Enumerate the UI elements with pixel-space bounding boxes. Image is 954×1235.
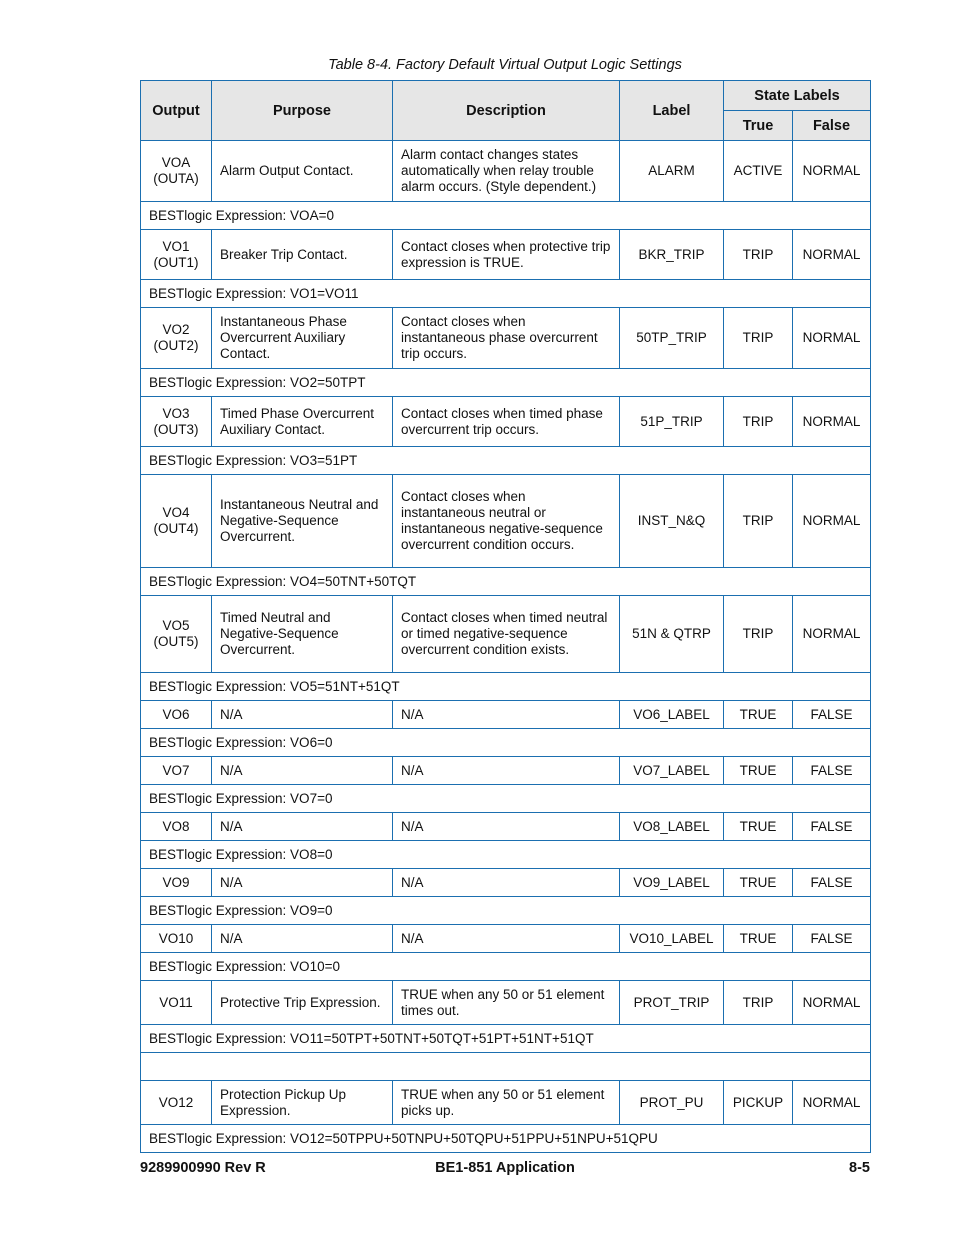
output-name: VO3 [162, 405, 190, 421]
output-cell: VO6 [141, 701, 212, 729]
table-row [141, 397, 871, 447]
expression-row [141, 568, 871, 596]
blank-row [141, 1053, 871, 1081]
header-label: Label [620, 81, 724, 141]
false-cell: NORMAL [793, 397, 871, 447]
page-footer [140, 1160, 870, 1180]
expression-row [141, 785, 871, 813]
output-cell: VO11 [141, 981, 212, 1025]
purpose-cell: Protection Pickup Up Expression. [212, 1081, 393, 1125]
output-cell [141, 230, 212, 280]
label-cell: BKR_TRIP [620, 230, 724, 280]
true-cell: TRIP [724, 230, 793, 280]
output-cell: VO10 [141, 925, 212, 953]
expression-row [141, 897, 871, 925]
purpose-cell: Timed Neutral and Negative-Sequence Overcurrent. [212, 596, 393, 673]
purpose-cell: N/A [212, 757, 393, 785]
output-cell: VO9 [141, 869, 212, 897]
true-cell: TRUE [724, 925, 793, 953]
true-cell: TRUE [724, 869, 793, 897]
output-contact: (OUT3) [153, 421, 199, 437]
label-cell: VO9_LABEL [620, 869, 724, 897]
expression-cell: BESTlogic Expression: VO10=0 [141, 953, 871, 981]
description-cell: Contact closes when timed neutral or timed negative-sequence overcurrent condition exists. [393, 596, 620, 673]
header-purpose: Purpose [212, 81, 393, 141]
true-cell: ACTIVE [724, 141, 793, 202]
true-cell: TRIP [724, 397, 793, 447]
output-cell [141, 596, 212, 673]
table-caption: Table 8-4. Factory Default Virtual Output Logic Settings [328, 57, 682, 73]
table-row [141, 925, 871, 953]
description-cell: N/A [393, 925, 620, 953]
output-name: VOA [161, 155, 191, 170]
true-cell: TRIP [724, 475, 793, 568]
expression-cell: BESTlogic Expression: VO9=0 [141, 897, 871, 925]
table-row [141, 869, 871, 897]
expression-cell: BESTlogic Expression: VO1=VO11 [141, 280, 871, 308]
purpose-cell: N/A [212, 813, 393, 841]
expression-row [141, 280, 871, 308]
table-row [141, 701, 871, 729]
label-cell: 51N & QTRP [620, 596, 724, 673]
table-row [141, 141, 871, 202]
purpose-cell: N/A [212, 701, 393, 729]
output-contact: (OUT4) [153, 521, 199, 536]
expression-row [141, 1125, 871, 1153]
virtual-output-table [140, 80, 871, 1153]
output-contact: (OUT1) [153, 254, 199, 270]
true-cell: TRIP [724, 308, 793, 369]
blank-cell [141, 1053, 871, 1081]
expression-cell: BESTlogic Expression: VOA=0 [141, 202, 871, 230]
false-cell: FALSE [793, 701, 871, 729]
output-name: VO4 [162, 505, 190, 520]
expression-cell: BESTlogic Expression: VO6=0 [141, 729, 871, 757]
table-row [141, 757, 871, 785]
table-row [141, 1081, 871, 1125]
output-name: VO1 [162, 238, 190, 254]
false-cell: NORMAL [793, 1081, 871, 1125]
description-cell: TRUE when any 50 or 51 element picks up. [393, 1081, 620, 1125]
expression-row [141, 841, 871, 869]
label-cell: VO8_LABEL [620, 813, 724, 841]
description-cell: Contact closes when instantaneous neutral or instantaneous negative-sequence overcurrent condition occurs. [393, 475, 620, 568]
purpose-cell: Timed Phase Overcurrent Auxiliary Contact. [212, 397, 393, 447]
label-cell: INST_N&Q [620, 475, 724, 568]
true-cell: TRIP [724, 981, 793, 1025]
header-false: False [793, 111, 871, 141]
output-cell [141, 308, 212, 369]
true-cell: TRUE [724, 701, 793, 729]
label-cell: ALARM [620, 141, 724, 202]
expression-row [141, 673, 871, 701]
output-cell: VO12 [141, 1081, 212, 1125]
output-cell: VO8 [141, 813, 212, 841]
description-cell: N/A [393, 757, 620, 785]
header-output: Output [141, 81, 212, 141]
expression-cell: BESTlogic Expression: VO4=50TNT+50TQT [141, 568, 871, 596]
footer-doc-number: 9289900990 Rev R [140, 1160, 266, 1176]
purpose-cell: Instantaneous Phase Overcurrent Auxiliary Contact. [212, 308, 393, 369]
footer-title: BE1-851 Application [435, 1160, 575, 1176]
expression-row [141, 1025, 871, 1053]
description-cell: Contact closes when protective trip expression is TRUE. [393, 230, 620, 280]
table-row [141, 981, 871, 1025]
false-cell: NORMAL [793, 230, 871, 280]
expression-cell: BESTlogic Expression: VO2=50TPT [141, 369, 871, 397]
label-cell: VO6_LABEL [620, 701, 724, 729]
output-name: VO2 [162, 322, 190, 337]
description-cell: N/A [393, 869, 620, 897]
output-cell [141, 141, 212, 202]
expression-row [141, 369, 871, 397]
header-true: True [724, 111, 793, 141]
false-cell: FALSE [793, 869, 871, 897]
table-row [141, 308, 871, 369]
true-cell: TRUE [724, 813, 793, 841]
label-cell: VO7_LABEL [620, 757, 724, 785]
output-contact: (OUTA) [153, 171, 199, 186]
output-cell [141, 475, 212, 568]
description-cell: TRUE when any 50 or 51 element times out. [393, 981, 620, 1025]
true-cell: TRIP [724, 596, 793, 673]
description-cell: N/A [393, 813, 620, 841]
false-cell: NORMAL [793, 308, 871, 369]
false-cell: NORMAL [793, 981, 871, 1025]
purpose-cell: N/A [212, 925, 393, 953]
expression-cell: BESTlogic Expression: VO8=0 [141, 841, 871, 869]
output-cell: VO7 [141, 757, 212, 785]
label-cell: PROT_TRIP [620, 981, 724, 1025]
description-cell: Contact closes when instantaneous phase overcurrent trip occurs. [393, 308, 620, 369]
false-cell: FALSE [793, 757, 871, 785]
expression-cell: BESTlogic Expression: VO5=51NT+51QT [141, 673, 871, 701]
expression-cell: BESTlogic Expression: VO11=50TPT+50TNT+50TQT+51PT+51NT+51QT [141, 1025, 871, 1053]
true-cell: PICKUP [724, 1081, 793, 1125]
expression-row [141, 447, 871, 475]
false-cell: FALSE [793, 813, 871, 841]
description-cell: Contact closes when timed phase overcurrent trip occurs. [393, 397, 620, 447]
purpose-cell: N/A [212, 869, 393, 897]
false-cell: FALSE [793, 925, 871, 953]
label-cell: PROT_PU [620, 1081, 724, 1125]
label-cell: 51P_TRIP [620, 397, 724, 447]
purpose-cell: Breaker Trip Contact. [212, 230, 393, 280]
false-cell: NORMAL [793, 475, 871, 568]
expression-row [141, 729, 871, 757]
label-cell: 50TP_TRIP [620, 308, 724, 369]
output-contact: (OUT2) [153, 338, 199, 353]
header-state-labels: State Labels [724, 81, 871, 111]
true-cell: TRUE [724, 757, 793, 785]
output-cell [141, 397, 212, 447]
expression-cell: BESTlogic Expression: VO7=0 [141, 785, 871, 813]
output-contact: (OUT5) [153, 634, 199, 649]
expression-row [141, 953, 871, 981]
table-row [141, 230, 871, 280]
expression-row [141, 202, 871, 230]
false-cell: NORMAL [793, 596, 871, 673]
description-cell: Alarm contact changes states automatically when relay trouble alarm occurs. (Style dependent.) [393, 141, 620, 202]
header-description: Description [393, 81, 620, 141]
purpose-cell: Alarm Output Contact. [212, 141, 393, 202]
table-row [141, 813, 871, 841]
output-name: VO5 [162, 618, 190, 633]
footer-page-number: 8-5 [849, 1160, 870, 1176]
table-row [141, 596, 871, 673]
expression-cell: BESTlogic Expression: VO3=51PT [141, 447, 871, 475]
description-cell: N/A [393, 701, 620, 729]
purpose-cell: Instantaneous Neutral and Negative-Sequence Overcurrent. [212, 475, 393, 568]
table-row [141, 475, 871, 568]
label-cell: VO10_LABEL [620, 925, 724, 953]
purpose-cell: Protective Trip Expression. [212, 981, 393, 1025]
false-cell: NORMAL [793, 141, 871, 202]
expression-cell: BESTlogic Expression: VO12=50TPPU+50TNPU+50TQPU+51PPU+51NPU+51QPU [141, 1125, 871, 1153]
